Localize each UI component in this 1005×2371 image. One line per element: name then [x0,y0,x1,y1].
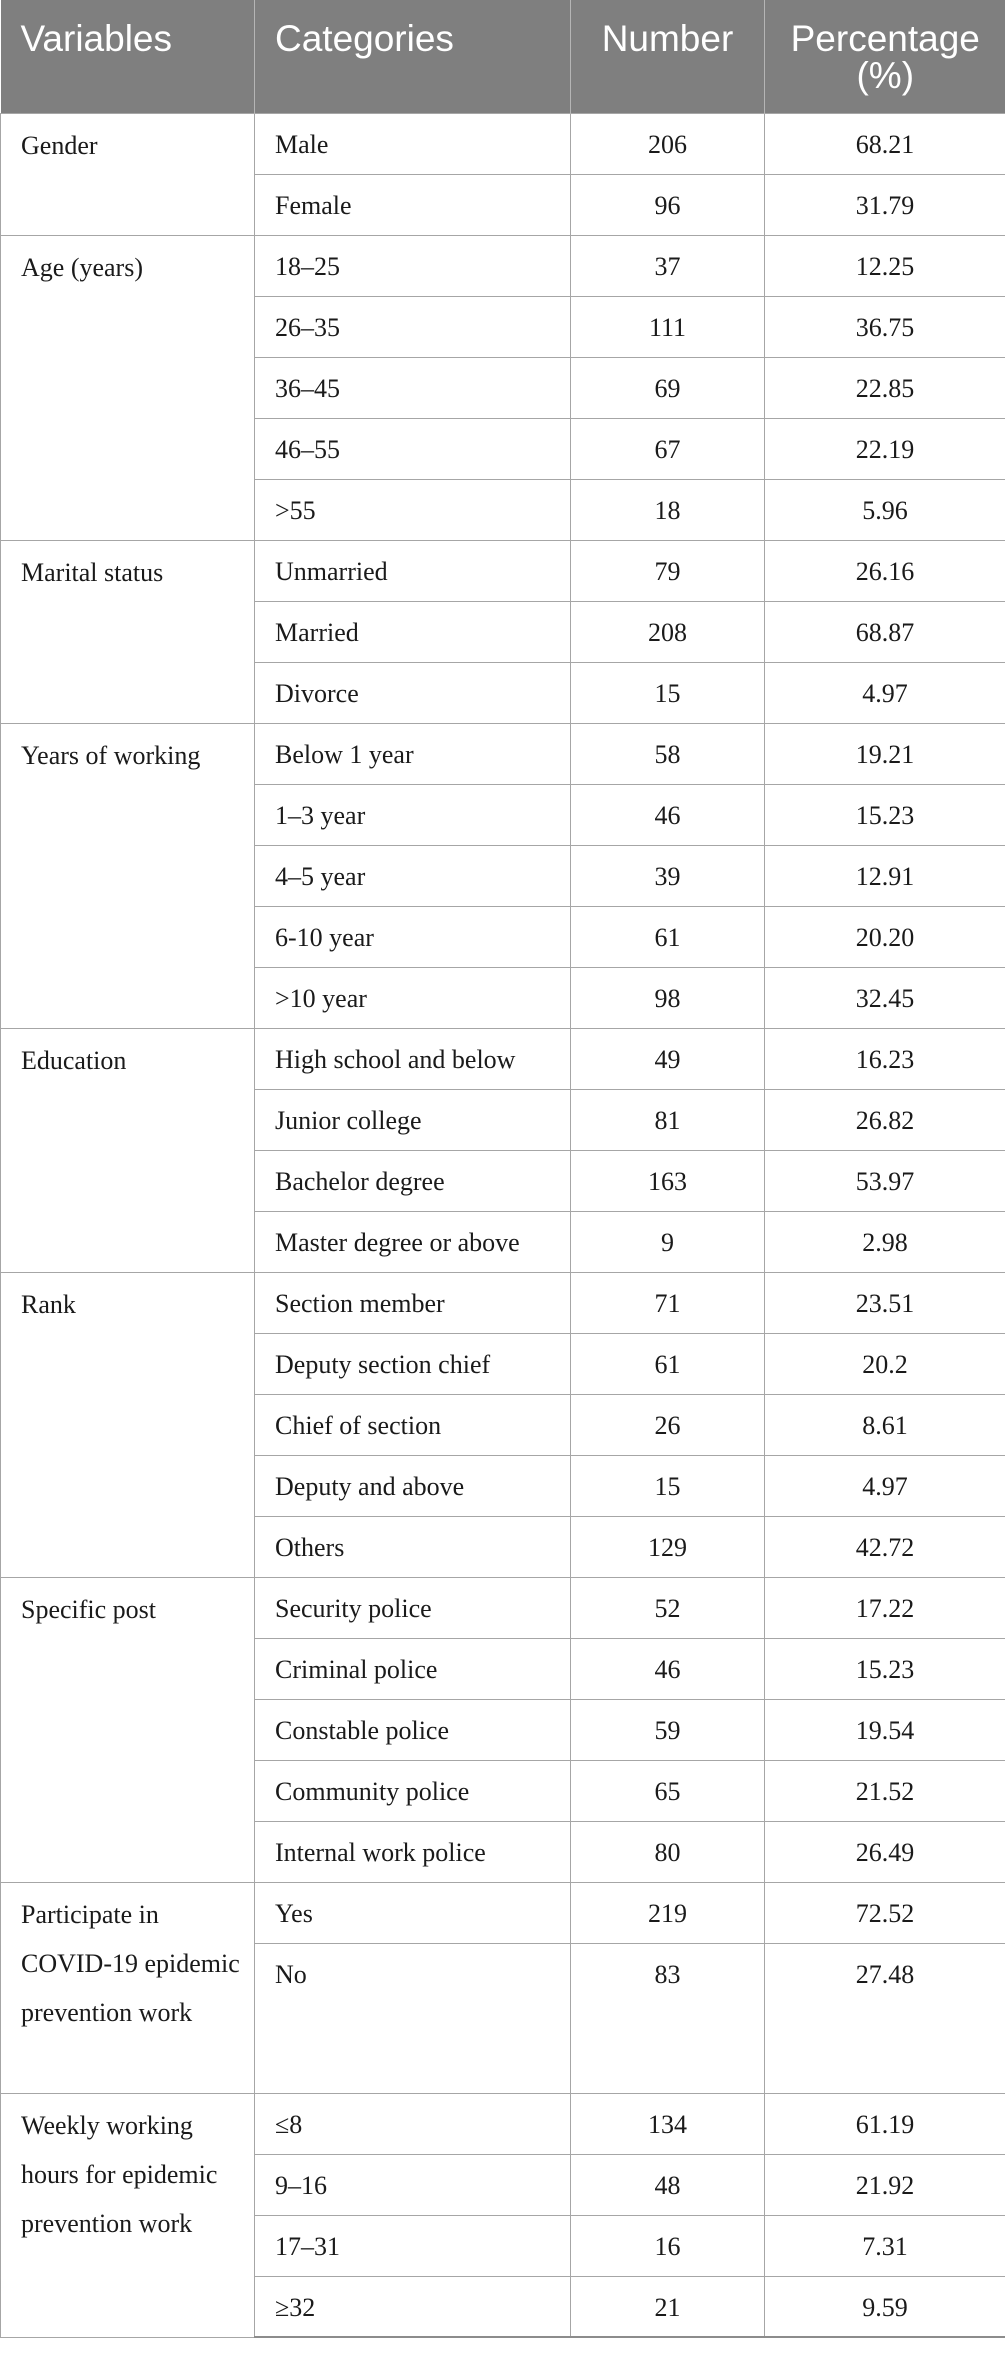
number-cell: 67 [571,418,765,479]
number-cell: 39 [571,845,765,906]
table-row [1,235,1005,296]
number-cell: 71 [571,1272,765,1333]
percentage-cell: 22.85 [765,357,1005,418]
variable-cell: Specific post [1,1577,255,1882]
number-cell: 98 [571,967,765,1028]
number-cell: 80 [571,1821,765,1882]
number-cell: 69 [571,357,765,418]
percentage-cell: 4.97 [765,662,1005,723]
percentage-cell: 7.31 [765,2215,1005,2276]
category-cell: 4–5 year [255,845,571,906]
header-row [1,0,1005,113]
header-percentage: Percentage (%) [765,0,1005,113]
percentage-cell: 21.52 [765,1760,1005,1821]
table-row [1,1882,1005,1943]
category-cell: Deputy and above [255,1455,571,1516]
table-row [1,113,1005,174]
number-cell: 83 [571,1943,765,2093]
number-cell: 26 [571,1394,765,1455]
number-cell: 49 [571,1028,765,1089]
number-cell: 37 [571,235,765,296]
number-cell: 48 [571,2154,765,2215]
table-row [1,1028,1005,1089]
percentage-cell: 22.19 [765,418,1005,479]
category-cell: Internal work police [255,1821,571,1882]
variable-cell: Marital status [1,540,255,723]
category-cell: >55 [255,479,571,540]
number-cell: 134 [571,2093,765,2154]
number-cell: 52 [571,1577,765,1638]
percentage-cell: 20.2 [765,1333,1005,1394]
percentage-cell: 26.82 [765,1089,1005,1150]
number-cell: 21 [571,2276,765,2337]
percentage-cell: 16.23 [765,1028,1005,1089]
table-header [1,0,1005,113]
number-cell: 208 [571,601,765,662]
category-cell: Criminal police [255,1638,571,1699]
variable-cell: Gender [1,113,255,235]
percentage-cell: 19.21 [765,723,1005,784]
percentage-cell: 2.98 [765,1211,1005,1272]
number-cell: 46 [571,1638,765,1699]
number-cell: 15 [571,1455,765,1516]
percentage-cell: 26.16 [765,540,1005,601]
number-cell: 46 [571,784,765,845]
number-cell: 163 [571,1150,765,1211]
percentage-cell: 12.25 [765,235,1005,296]
percentage-cell: 19.54 [765,1699,1005,1760]
category-cell: >10 year [255,967,571,1028]
percentage-cell: 21.92 [765,2154,1005,2215]
category-cell: 18–25 [255,235,571,296]
header-number: Number [571,0,765,113]
percentage-cell: 4.97 [765,1455,1005,1516]
table-row [1,1577,1005,1638]
percentage-cell: 32.45 [765,967,1005,1028]
variable-cell: Education [1,1028,255,1272]
number-cell: 81 [571,1089,765,1150]
percentage-cell: 42.72 [765,1516,1005,1577]
variable-cell: Years of working [1,723,255,1028]
category-cell: 36–45 [255,357,571,418]
category-cell: Male [255,113,571,174]
table-row [1,1272,1005,1333]
category-cell: No [255,1943,571,2093]
percentage-cell: 68.87 [765,601,1005,662]
category-cell: Female [255,174,571,235]
category-cell: Others [255,1516,571,1577]
category-cell: Married [255,601,571,662]
number-cell: 219 [571,1882,765,1943]
percentage-cell: 15.23 [765,784,1005,845]
percentage-cell: 17.22 [765,1577,1005,1638]
percentage-cell: 15.23 [765,1638,1005,1699]
number-cell: 129 [571,1516,765,1577]
percentage-cell: 36.75 [765,296,1005,357]
number-cell: 111 [571,296,765,357]
variable-cell: Participate in COVID-19 epidemic prevention work [1,1882,255,2093]
percentage-cell: 20.20 [765,906,1005,967]
category-cell: 1–3 year [255,784,571,845]
number-cell: 96 [571,174,765,235]
category-cell: Section member [255,1272,571,1333]
category-cell: Deputy section chief [255,1333,571,1394]
number-cell: 61 [571,906,765,967]
percentage-cell: 53.97 [765,1150,1005,1211]
number-cell: 9 [571,1211,765,1272]
percentage-cell: 72.52 [765,1882,1005,1943]
category-cell: Unmarried [255,540,571,601]
category-cell: Community police [255,1760,571,1821]
number-cell: 15 [571,662,765,723]
category-cell: Chief of section [255,1394,571,1455]
category-cell: 46–55 [255,418,571,479]
number-cell: 65 [571,1760,765,1821]
table-row [1,723,1005,784]
percentage-cell: 9.59 [765,2276,1005,2337]
header-variables: Variables [1,0,255,113]
variable-cell: Age (years) [1,235,255,540]
category-cell: Junior college [255,1089,571,1150]
category-cell: Master degree or above [255,1211,571,1272]
category-cell: 17–31 [255,2215,571,2276]
number-cell: 16 [571,2215,765,2276]
number-cell: 206 [571,113,765,174]
percentage-cell: 27.48 [765,1943,1005,2093]
percentage-cell: 26.49 [765,1821,1005,1882]
category-cell: Constable police [255,1699,571,1760]
header-categories: Categories [255,0,571,113]
category-cell: High school and below [255,1028,571,1089]
category-cell: ≥32 [255,2276,571,2337]
number-cell: 79 [571,540,765,601]
percentage-cell: 23.51 [765,1272,1005,1333]
table-row [1,2093,1005,2154]
category-cell: Below 1 year [255,723,571,784]
category-cell: Yes [255,1882,571,1943]
category-cell: 26–35 [255,296,571,357]
table-body [1,113,1005,2337]
category-cell: Security police [255,1577,571,1638]
number-cell: 58 [571,723,765,784]
number-cell: 61 [571,1333,765,1394]
category-cell: 6-10 year [255,906,571,967]
number-cell: 59 [571,1699,765,1760]
percentage-cell: 12.91 [765,845,1005,906]
percentage-cell: 68.21 [765,113,1005,174]
number-cell: 18 [571,479,765,540]
variable-cell: Weekly working hours for epidemic prevention work [1,2093,255,2337]
category-cell: Divorce [255,662,571,723]
category-cell: Bachelor degree [255,1150,571,1211]
percentage-cell: 61.19 [765,2093,1005,2154]
percentage-cell: 8.61 [765,1394,1005,1455]
percentage-cell: 31.79 [765,174,1005,235]
category-cell: 9–16 [255,2154,571,2215]
table-row [1,540,1005,601]
variable-cell: Rank [1,1272,255,1577]
percentage-cell: 5.96 [765,479,1005,540]
category-cell: ≤8 [255,2093,571,2154]
